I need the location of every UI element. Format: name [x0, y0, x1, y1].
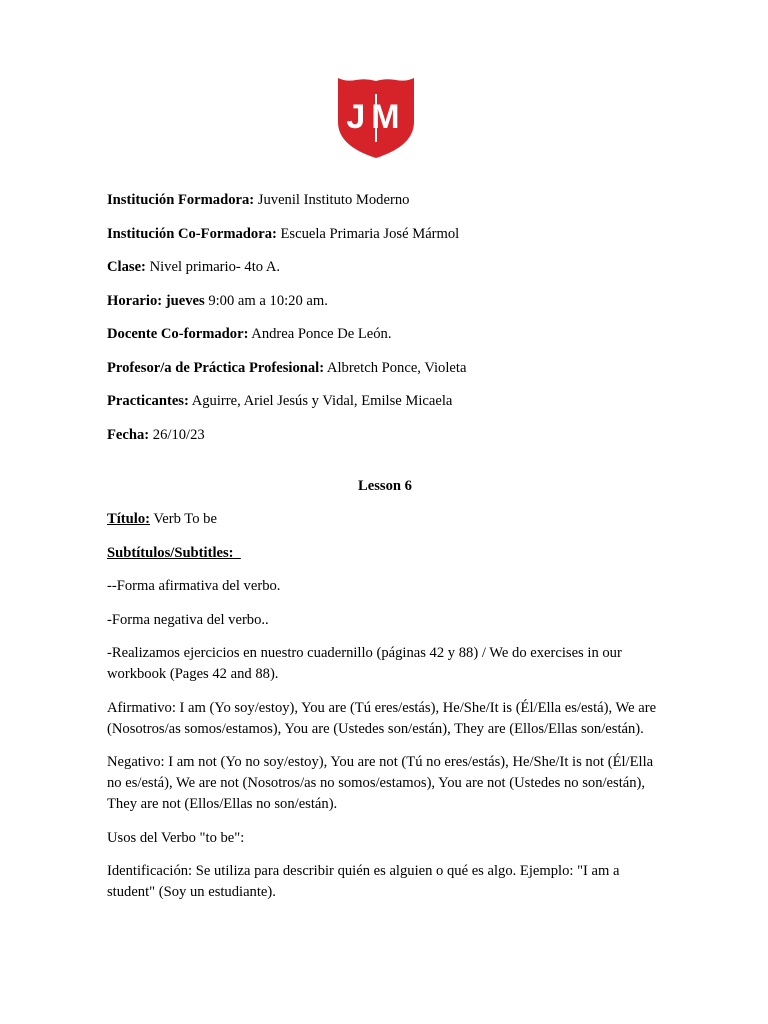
field-horario: [107, 291, 663, 312]
lesson-title: [107, 509, 663, 530]
field-fecha: [107, 425, 663, 446]
uses-heading: Usos del Verbo "to be":: [107, 829, 245, 846]
field-clase: [107, 257, 663, 278]
subtitle-item: -Forma negativa del verbo..: [107, 611, 269, 628]
field-value: 9:00 am a 10:20 am.: [204, 292, 328, 309]
field-profesor-practica: [107, 358, 663, 379]
field-practicantes: [107, 391, 663, 412]
subtitles-label: Subtítulos/Subtitles:: [107, 544, 234, 561]
lesson-heading-text: Lesson 6: [358, 477, 412, 494]
field-docente-co-formador: [107, 324, 663, 345]
lesson-title-label: Título:: [107, 511, 150, 527]
affirmative-paragraph: Afirmativo: I am (Yo soy/estoy), You are (Tú eres/estás), He/She/It is (Él/Ella es/está), We are (Nosotros/as somos/estamos), You are (Ustedes son/están), They are (Ellos/Ellas son/están).: [107, 699, 657, 737]
field-label: Institución Formadora:: [107, 192, 255, 208]
field-value: Nivel primario- 4to A.: [145, 259, 281, 275]
school-crest-logo: [336, 76, 416, 160]
field-value: 26/10/23: [149, 426, 205, 443]
field-institucion-co-formadora: [107, 224, 663, 245]
field-institucion-formadora: [107, 190, 663, 211]
field-label: Fecha:: [107, 426, 150, 443]
field-value: Albretch Ponce, Violeta: [324, 359, 467, 376]
field-label: Profesor/a de Práctica Profesional:: [107, 359, 325, 376]
field-value: Juvenil Instituto Moderno: [254, 192, 410, 208]
field-label: Docente Co-formador:: [107, 326, 249, 342]
subtitle-item: -Realizamos ejercicios en nuestro cuadernillo (páginas 42 y 88) / We do exercises in our workbook (Pages 42 and 88).: [107, 645, 622, 682]
field-label: Institución Co-Formadora:: [107, 225, 277, 242]
lesson-title-value: Verb To be: [149, 511, 217, 527]
field-value: Andrea Ponce De León.: [248, 326, 392, 342]
subtitles-heading: [107, 543, 663, 564]
document-body: [107, 190, 663, 916]
crest-letters: JM: [346, 98, 406, 136]
field-value: Escuela Primaria José Mármol: [276, 225, 460, 242]
negative-paragraph: Negativo: I am not (Yo no soy/estoy), You are not (Tú no eres/estás), He/She/It is not (Él/Ella no es/está), We are not (Nosotros/as no somos/estamos), You are not (Ustedes no son/están), They are not (Ellos/Ellas no son/están).: [107, 754, 654, 812]
subtitle-item: --Forma afirmativa del verbo.: [107, 578, 281, 594]
field-label: Horario: jueves: [107, 292, 205, 309]
lesson-heading: [107, 476, 663, 497]
identification-paragraph: Identificación: Se utiliza para describir quién es alguien o qué es algo. Ejemplo: "I am a student" (Soy un estudiante).: [107, 863, 620, 900]
field-label: Practicantes:: [107, 393, 189, 409]
field-label: Clase:: [107, 259, 146, 275]
field-value: Aguirre, Ariel Jesús y Vidal, Emilse Micaela: [188, 393, 453, 409]
